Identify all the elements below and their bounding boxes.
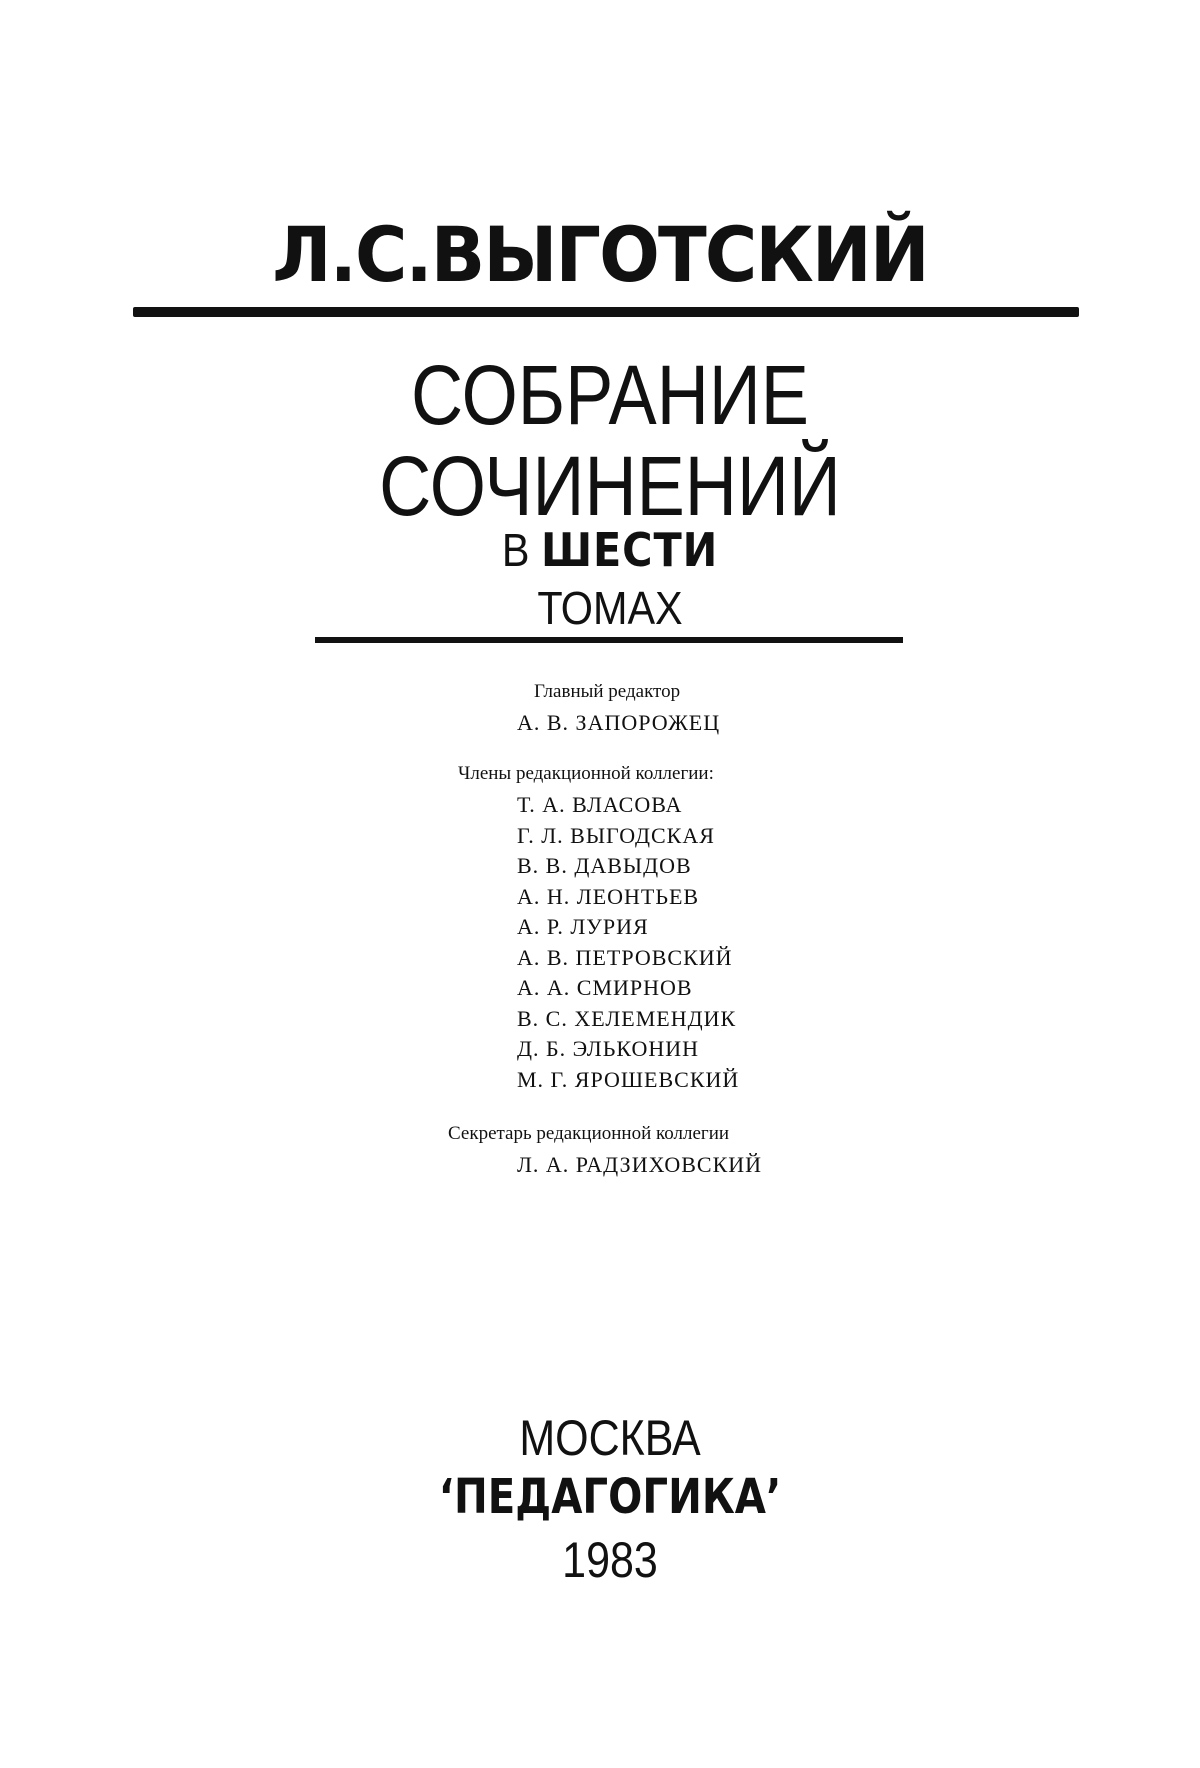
- book-title-line-2: СОЧИНЕНИЙ: [379, 439, 841, 533]
- member-item: А. А. СМИРНОВ: [517, 975, 693, 1000]
- author-name: Л.С.ВЫГОТСКИЙ: [272, 210, 928, 299]
- publisher-name: ‘ПЕДАГОГИКА’: [438, 1469, 782, 1525]
- bottom-divider: [315, 637, 903, 643]
- secretary-caption: Секретарь редакционной коллегии: [448, 1123, 730, 1144]
- member-item: А. В. ПЕТРОВСКИЙ: [517, 944, 733, 970]
- top-divider: [133, 307, 1079, 317]
- volumes-prefix: В: [501, 524, 530, 576]
- member-item: М. Г. ЯРОШЕВСКИЙ: [517, 1066, 740, 1092]
- member-item: Г. Л. ВЫГОДСКАЯ: [517, 822, 715, 848]
- chief-editor-caption: Главный редактор: [534, 681, 681, 702]
- members-list: [517, 790, 739, 1095]
- member-item: В. В. ДАВЫДОВ: [517, 853, 692, 878]
- volumes-line: [421, 522, 799, 578]
- member-item: А. Р. ЛУРИЯ: [517, 914, 649, 939]
- secretary-name: Л. А. РАДЗИХОВСКИЙ: [517, 1152, 763, 1177]
- publication-year: 1983: [562, 1532, 658, 1588]
- volumes-number: ШЕСТИ: [540, 523, 719, 577]
- member-item: Д. Б. ЭЛЬКОНИН: [517, 1036, 700, 1061]
- member-item: Т. А. ВЛАСОВА: [517, 792, 683, 817]
- member-item: В. С. ХЕЛЕМЕНДИК: [517, 1005, 737, 1031]
- book-title-line-1: СОБРАНИЕ: [411, 348, 809, 442]
- members-caption: Члены редакционной коллегии:: [458, 763, 714, 784]
- member-item: А. Н. ЛЕОНТЬЕВ: [517, 883, 700, 909]
- chief-editor-name: А. В. ЗАПОРОЖЕЦ: [517, 710, 721, 735]
- volumes-word: ТОМАХ: [537, 582, 683, 634]
- publication-city: МОСКВА: [519, 1410, 701, 1466]
